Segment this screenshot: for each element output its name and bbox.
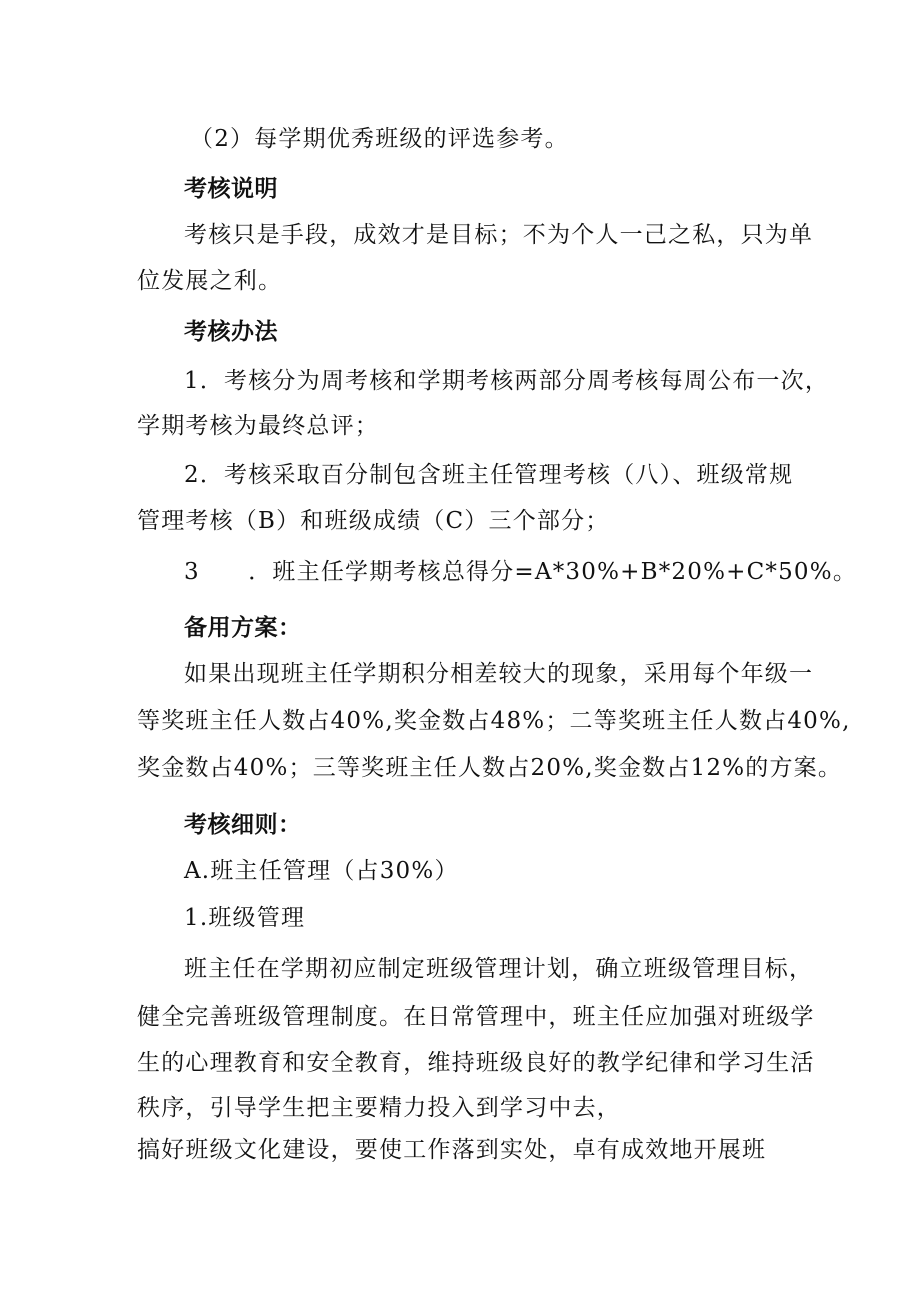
- paragraph-line: 秩序，引导学生把主要精力投入到学习中去，: [137, 1095, 621, 1121]
- section-heading-assessment-method: 考核办法: [184, 319, 278, 345]
- paragraph-line: 1．考核分为周考核和学期考核两部分周考核每周公布一次，: [184, 368, 830, 394]
- paragraph-line: 管理考核（B）和班级成绩（C）三个部分；: [137, 508, 610, 534]
- paragraph-line: 学期考核为最终总评；: [137, 413, 379, 439]
- section-heading-backup-plan: 备用方案：: [184, 615, 302, 641]
- paragraph-line: 生的心理教育和安全教育，维持班级良好的教学纪律和学习生活: [137, 1050, 815, 1076]
- paragraph-line: 奖金数占40%；三等奖班主任人数占20%,奖金数占12%的方案。: [137, 755, 843, 781]
- formula-line: 3 ．班主任学期考核总得分=A*30%+B*20%+C*50%。: [184, 559, 858, 585]
- paragraph-line: 如果出现班主任学期积分相差较大的现象，采用每个年级一: [184, 661, 814, 687]
- paragraph-line: 等奖班主任人数占40%,奖金数占48%；二等奖班主任人数占40%,: [137, 708, 851, 734]
- paragraph-line: 2．考核采取百分制包含班主任管理考核（八）、班级常规: [184, 462, 794, 488]
- paragraph-line: 搞好班级文化建设，要使工作落到实处，卓有成效地开展班: [137, 1137, 767, 1163]
- item-2-text: （2）每学期优秀班级的评选参考。: [190, 126, 569, 152]
- paragraph-line: 健全完善班级管理制度。在日常管理中，班主任应加强对班级学: [137, 1004, 815, 1030]
- paragraph-line: 位发展之利。: [137, 268, 283, 294]
- paragraph-line: 考核只是手段，成效才是目标；不为个人一己之私，只为单: [184, 222, 814, 248]
- subheading-1: 1.班级管理: [184, 905, 306, 931]
- section-heading-assessment-explanation: 考核说明: [184, 176, 278, 202]
- subheading-a: A.班主任管理（占30%）: [184, 858, 459, 884]
- paragraph-line: 班主任在学期初应制定班级管理计划，确立班级管理目标，: [184, 956, 814, 982]
- section-heading-detailed-rules: 考核细则：: [184, 812, 302, 838]
